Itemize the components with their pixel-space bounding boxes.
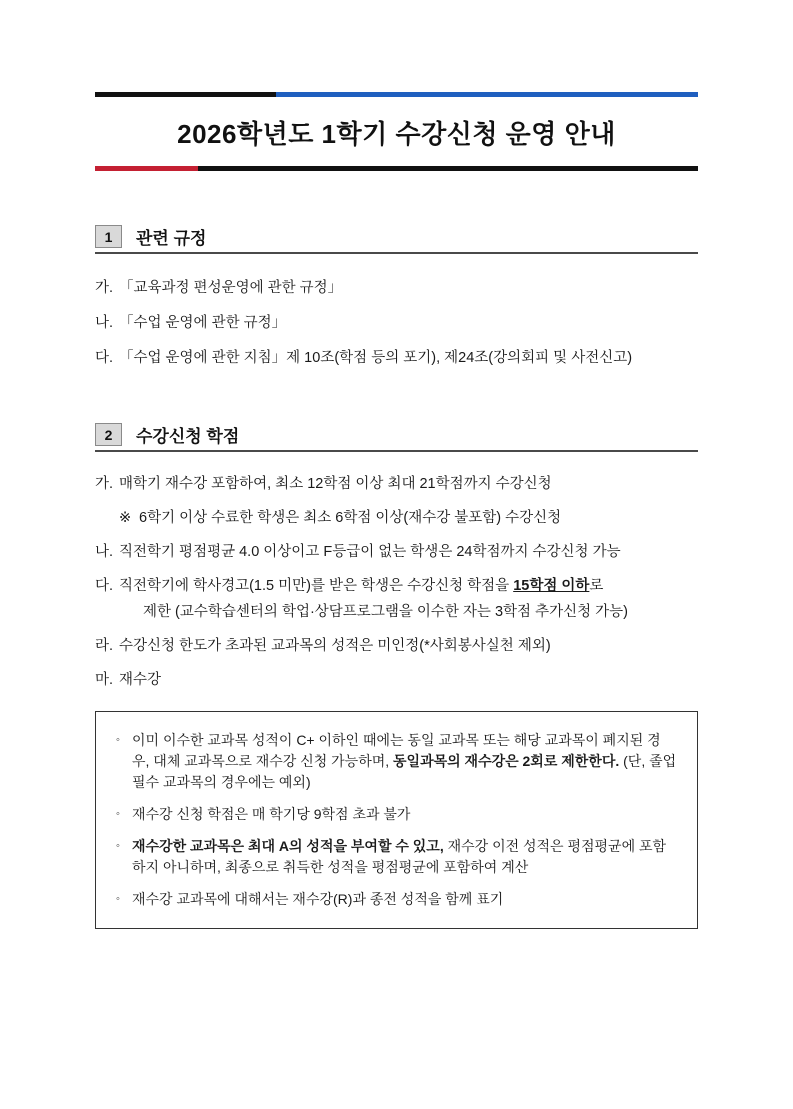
title-bottom-rule xyxy=(95,166,698,171)
list-item-continuation-text: 제한 (교수학습센터의 학업·상담프로그램을 이수한 자는 3학점 추가신청 가능) xyxy=(143,604,628,621)
list-item-text: 수강신청 한도가 초과된 교과목의 성적은 미인정(*사회봉사실천 제외) xyxy=(119,638,551,655)
section-related-regulations xyxy=(95,223,698,369)
note-text-part: (단, 졸업 필수 교과목의 경우에는 예외) xyxy=(132,753,677,791)
list-item xyxy=(95,670,698,691)
list-item-text-before: 직전학기에 학사경고(1.5 미만)를 받은 학생은 수강신청 학점을 xyxy=(119,578,514,595)
note-item xyxy=(116,730,677,793)
asterisk-icon: ※ xyxy=(119,510,132,527)
section-2-number-badge: 2 xyxy=(95,423,122,446)
list-item-marker: 가. xyxy=(95,280,114,296)
title-bottom-rule-dark-segment xyxy=(198,166,698,171)
note-item xyxy=(116,889,677,910)
note-item-text xyxy=(132,730,677,793)
list-item-marker: 다. xyxy=(95,350,114,367)
note-text-part: 재수강 이전 성적은 평점평균에 포함하지 아니하며, 최종으로 취득한 성적을 평점평균에 포함하여 계산 xyxy=(132,838,667,876)
list-item xyxy=(95,348,698,369)
list-item-text: 재수강 xyxy=(119,672,162,689)
list-item xyxy=(95,313,698,334)
page-title: 2026학년도 1학기 수강신청 운영 안내 xyxy=(177,119,616,149)
note-item xyxy=(116,836,677,878)
retake-rules-note-box xyxy=(95,711,698,929)
section-2-header xyxy=(95,421,698,452)
list-item-text: 「수업 운영에 관한 규정」 xyxy=(119,315,287,332)
list-item-note xyxy=(95,508,698,529)
list-item xyxy=(95,542,698,563)
list-item-continuation xyxy=(95,602,698,623)
list-item-text xyxy=(119,576,698,597)
section-2-title: 수강신청 학점 xyxy=(136,427,240,447)
section-1-title: 관련 규정 xyxy=(136,229,207,248)
note-text-part-bold: 재수강한 교과목은 최대 A의 성적을 부여할 수 있고, xyxy=(132,838,444,855)
section-1-body xyxy=(95,278,698,369)
list-item-note-text: 6학기 이상 수료한 학생은 최소 6학점 이상(재수강 불포함) 수강신청 xyxy=(139,510,562,527)
list-item-marker: 라. xyxy=(95,638,114,655)
list-item-text: 직전학기 평점평균 4.0 이상이고 F등급이 없는 학생은 24학점까지 수강신청 가능 xyxy=(119,544,621,561)
list-item-marker: 가. xyxy=(95,476,114,493)
list-item xyxy=(95,278,698,299)
list-item xyxy=(95,474,698,495)
list-item-text-after: 로 xyxy=(589,578,604,595)
list-item-text: 「교육과정 편성운영에 관한 규정」 xyxy=(119,280,343,296)
list-item-marker: 나. xyxy=(95,315,114,332)
title-bottom-rule-red-segment xyxy=(95,166,198,171)
note-item-text: 재수강 교과목에 대해서는 재수강(R)과 종전 성적을 함께 표기 xyxy=(132,891,504,908)
list-item-marker: 나. xyxy=(95,544,114,561)
document-title-block xyxy=(95,92,698,171)
list-item-text: 「수업 운영에 관한 지침」제 10조(학점 등의 포기), 제24조(강의회피 및 사전신고) xyxy=(119,350,633,367)
note-item-text: 재수강 신청 학점은 매 학기당 9학점 초과 불가 xyxy=(132,806,411,823)
list-item-marker: 다. xyxy=(95,578,114,595)
bullet-icon: ◦ xyxy=(116,734,120,747)
list-item xyxy=(95,576,698,597)
bullet-icon: ◦ xyxy=(116,840,120,853)
section-course-registration-credits xyxy=(95,421,698,929)
title-top-rule-blue-segment xyxy=(276,92,698,97)
note-text-part: 이미 이수한 교과목 성적이 C+ 이하인 때에는 동일 교과목 또는 해당 교과목이 폐지된 경우, 대체 교과목으로 재수강 신청 가능하며, xyxy=(132,732,661,770)
bullet-icon: ◦ xyxy=(116,893,120,906)
section-2-body xyxy=(95,474,698,929)
section-1-number-badge: 1 xyxy=(95,225,122,248)
list-item-text: 매학기 재수강 포함하여, 최소 12학점 이상 최대 21학점까지 수강신청 xyxy=(119,476,552,493)
title-top-rule-dark-segment xyxy=(95,92,276,97)
title-top-rule xyxy=(95,92,698,97)
document-page xyxy=(0,92,793,1109)
section-1-header xyxy=(95,223,698,254)
credit-limit-emphasis: 15학점 이하 xyxy=(513,578,590,595)
list-item-marker: 마. xyxy=(95,672,114,689)
note-item-text xyxy=(132,836,677,878)
note-text-part-bold: 동일과목의 재수강은 2회로 제한한다. xyxy=(393,753,620,770)
note-item xyxy=(116,804,677,825)
bullet-icon: ◦ xyxy=(116,808,120,821)
list-item xyxy=(95,636,698,657)
